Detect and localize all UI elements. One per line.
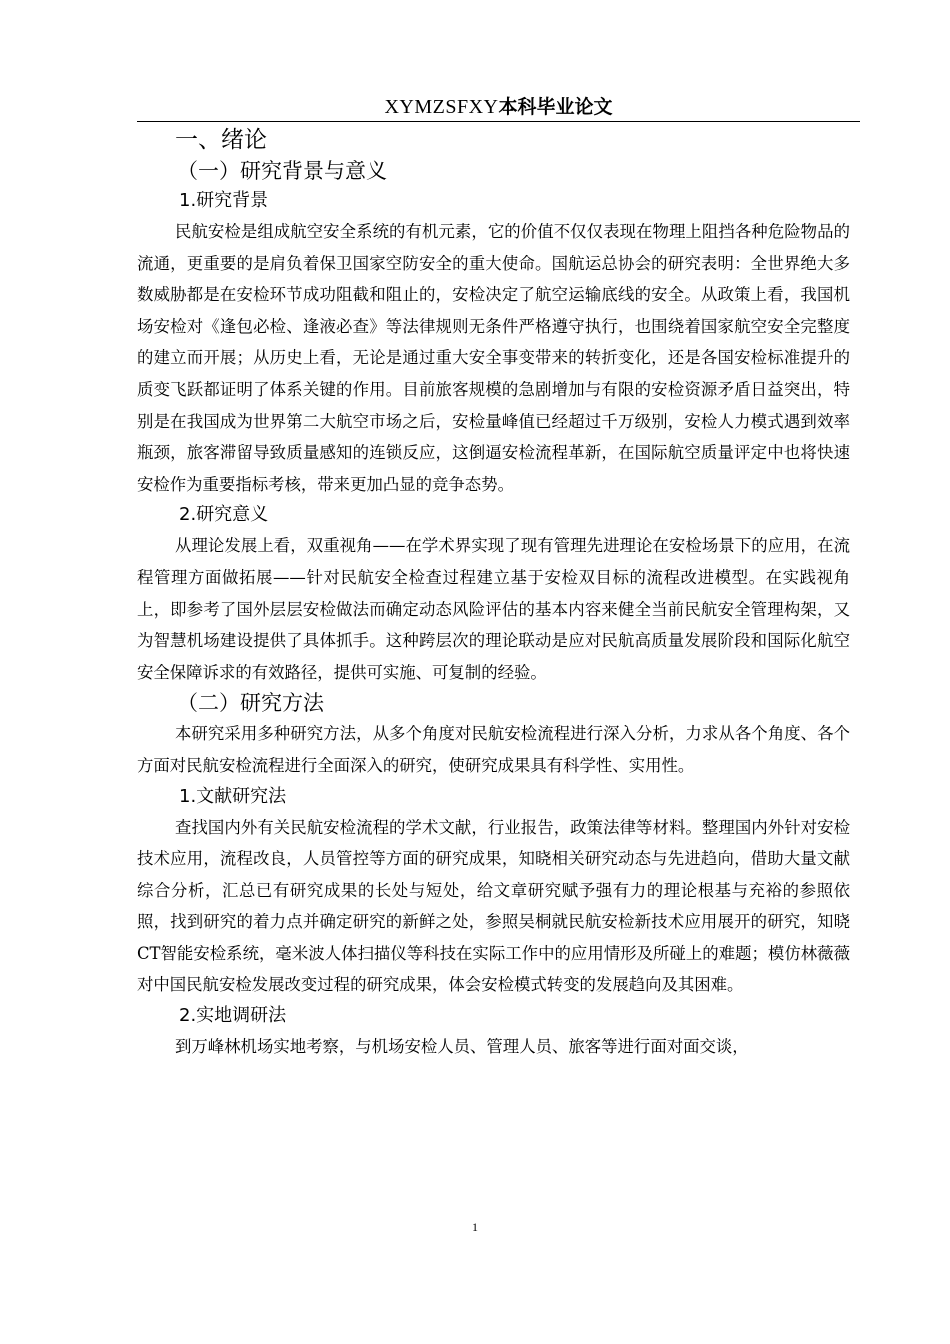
subsection-heading-significance: 2.研究意义: [179, 504, 269, 526]
paragraph-significance: 从理论发展上看，双重视角——在学术界实现了现有管理先进理论在安检场景下的应用，在流程管理方面做拓展——针对民航安全检查过程建立基于安检双目标的流程改进模型。在实践视角上，即参考了国外层层安检做法而确定动态风险评估的基本内容来健全当前民航安全管理构架，又为智慧机场建设提供了具体抓手。这种跨层次的理论联动是应对民航高质量发展阶段和国际化航空安全保障诉求的有效路径，提供可实施、可复制的经验。: [137, 536, 850, 682]
paragraph-literature: 查找国内外有关民航安检流程的学术文献，行业报告，政策法律等材料。整理国内外针对安检技术应用，流程改良，人员管控等方面的研究成果，知晓相关研究动态与先进趋向，借助大量文献综合分析，汇总已有研究成果的长处与短处，给文章研究赋予强有力的理论根基与充裕的参照依照，找到研究的着力点并确定研究的新鲜之处，参照吴桐就民航安检新技术应用展开的研究，知晓CT智能安检系统，毫米波人体扫描仪等科技在实际工作中的应用情形及所碰上的难题；模仿林薇薇对中国民航安检发展改变过程的研究成果，体会安检模式转变的发展趋向及其困难。: [137, 817, 850, 995]
page-number: 1: [472, 1220, 478, 1234]
subsection-heading-fieldwork: 2.实地调研法: [179, 1005, 287, 1027]
page-header: [137, 92, 860, 122]
header-code: XYMZSFXY: [384, 96, 499, 118]
paragraph-methods-intro: 本研究采用多种研究方法，从多个角度对民航安检流程进行深入分析，力求从各个角度、各个方面对民航安检流程进行全面深入的研究，使研究成果具有科学性、实用性。: [137, 724, 850, 775]
header-title: 本科毕业论文: [498, 96, 613, 118]
paragraph-background: 民航安检是组成航空安全系统的有机元素，它的价值不仅仅表现在物理上阻挡各种危险物品的流通，更重要的是肩负着保卫国家空防安全的重大使命。国航运总协会的研究表明：全世界绝大多数威胁都是在安检环节成功阻截和阻止的，安检决定了航空运输底线的安全。从政策上看，我国机场安检对《逢包必检、逢液必查》等法律规则无条件严格遵守执行，也围绕着国家航空安全完整度的建立而开展；从历史上看，无论是通过重大安全事变带来的转折变化，还是各国安检标准提升的质变飞跃都证明了体系关键的作用。目前旅客规模的急剧增加与有限的安检资源矛盾日益突出，特别是在我国成为世界第二大航空市场之后，安检量峰值已经超过千万级别，安检人力模式遇到效率瓶颈，旅客滞留导致质量感知的连锁反应，这倒逼安检流程革新，在国际航空质量评定中也将快速安检作为重要指标考核，带来更加凸显的竞争态势。: [137, 222, 850, 494]
paragraph-fieldwork: 到万峰林机场实地考察，与机场安检人员、管理人员、旅客等进行面对面交谈，: [175, 1037, 749, 1057]
subsection-heading-literature: 1.文献研究法: [179, 785, 287, 807]
section-heading-background: （一）研究背景与意义: [177, 159, 387, 183]
page-body: [137, 124, 850, 1063]
section-heading-methods: （二）研究方法: [177, 691, 324, 716]
chapter-heading: 一、绪论: [175, 127, 267, 153]
subsection-heading-background: 1.研究背景: [179, 190, 269, 211]
